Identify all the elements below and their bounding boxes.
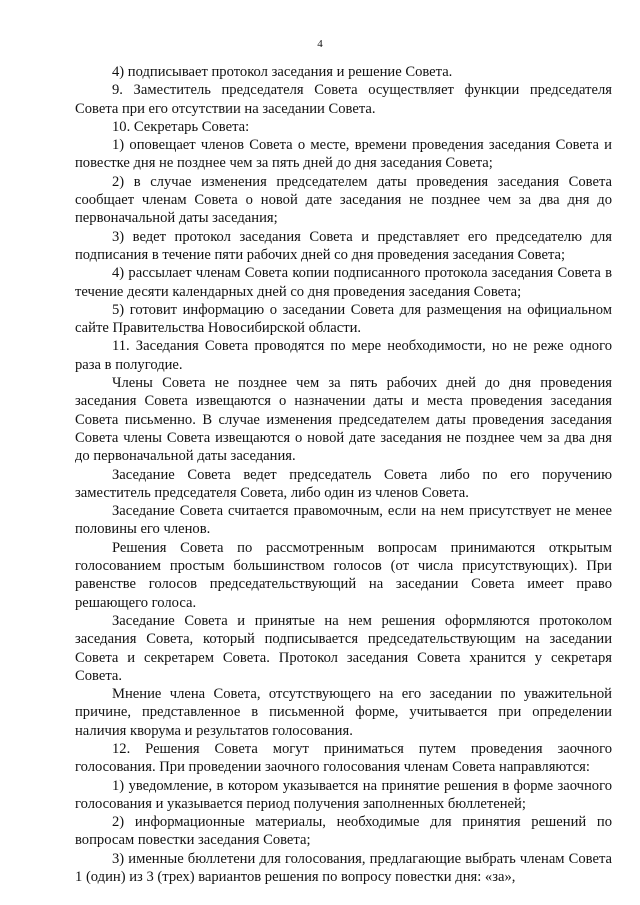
paragraph-clause-10-item-1: 1) оповещает членов Совета о месте, времени проведения заседания Совета и повестке дня не позднее чем за пять дней до дня заседания Совета; — [75, 137, 612, 172]
paragraph-clause-10-item-3: 3) ведет протокол заседания Совета и представляет его председателю для подписания в течение пяти рабочих дней со дня проведения заседания Совета; — [75, 228, 612, 263]
paragraph-clause-11-quorum: Заседание Совета считается правомочным, если на нем присутствует не менее половины его членов. — [75, 503, 612, 538]
document-body — [75, 63, 612, 886]
paragraph-clause-12: 12. Решения Совета могут приниматься путем проведения заочного голосования. При проведении заочного голосования членам Совета направляются: — [75, 740, 612, 776]
page-number: 4 — [317, 38, 323, 50]
paragraph-clause-12-item-3: 3) именные бюллетени для голосования, предлагающие выбрать членам Совета 1 (один) из 3 (трех) вариантов решения по вопросу повестки дня: «за», — [75, 850, 612, 886]
paragraph-clause-9: 9. Заместитель председателя Совета осуществляет функции председателя Совета при его отсутствии на заседании Совета. — [75, 82, 612, 117]
paragraph-clause-10-item-4: 4) рассылает членам Совета копии подписанного протокола заседания Совета в течение десяти календарных дней со дня проведения заседания Совета; — [75, 265, 612, 300]
paragraph-clause-12-item-2: 2) информационные материалы, необходимые для принятия решений по вопросам повестки заседания Совета; — [75, 814, 612, 849]
paragraph-clause-11-absent-opinion: Мнение члена Совета, отсутствующего на его заседании по уважительной причине, представленное в письменной форме, учитывается при определении наличия кворума и результатов голосования. — [75, 686, 612, 739]
paragraph-clause-10-item-2: 2) в случае изменения председателем даты проведения заседания Совета сообщает членам Совета о новой дате заседания не позднее чем за два дня до первоначальной даты заседания; — [75, 173, 612, 227]
paragraph-clause-10-item-5: 5) готовит информацию о заседании Совета для размещения на официальном сайте Правительства Новосибирской области. — [75, 301, 612, 337]
paragraph-clause-11-chair: Заседание Совета ведет председатель Совета либо по его поручению заместитель председателя Совета, либо один из членов Совета. — [75, 466, 612, 501]
paragraph-clause-11-voting: Решения Совета по рассмотренным вопросам принимаются открытым голосованием простым большинством голосов (от числа присутствующих). При равенстве голосов председательствующий на заседании Совета имеет право решающего голоса. — [75, 539, 612, 611]
paragraph-clause-11-notice: Члены Совета не позднее чем за пять рабочих дней до дня проведения заседания Совета извещаются о назначении даты и места проведения заседания Совета письменно. В случае изменения председателем даты проведения заседания Совета члены Совета извещаются о новой дате заседания не позднее чем за два дня до первоначальной даты заседания. — [75, 375, 612, 465]
paragraph-clause-10: 10. Секретарь Совета: — [112, 118, 250, 135]
paragraph-item-4-signs-protocol: 4) подписывает протокол заседания и решение Совета. — [112, 64, 453, 80]
paragraph-clause-11: 11. Заседания Совета проводятся по мере необходимости, но не реже одного раза в полугодие. — [75, 338, 612, 373]
paragraph-clause-12-item-1: 1) уведомление, в котором указывается на принятие решения в форме заочного голосования и указывается период получения заполненных бюллетеней; — [75, 777, 612, 812]
paragraph-clause-11-protocol: Заседание Совета и принятые на нем решения оформляются протоколом заседания Совета, который подписывается председательствующим на заседании Совета и секретарем Совета. Протокол заседания Совета хранится у секретаря Совета. — [75, 612, 612, 684]
